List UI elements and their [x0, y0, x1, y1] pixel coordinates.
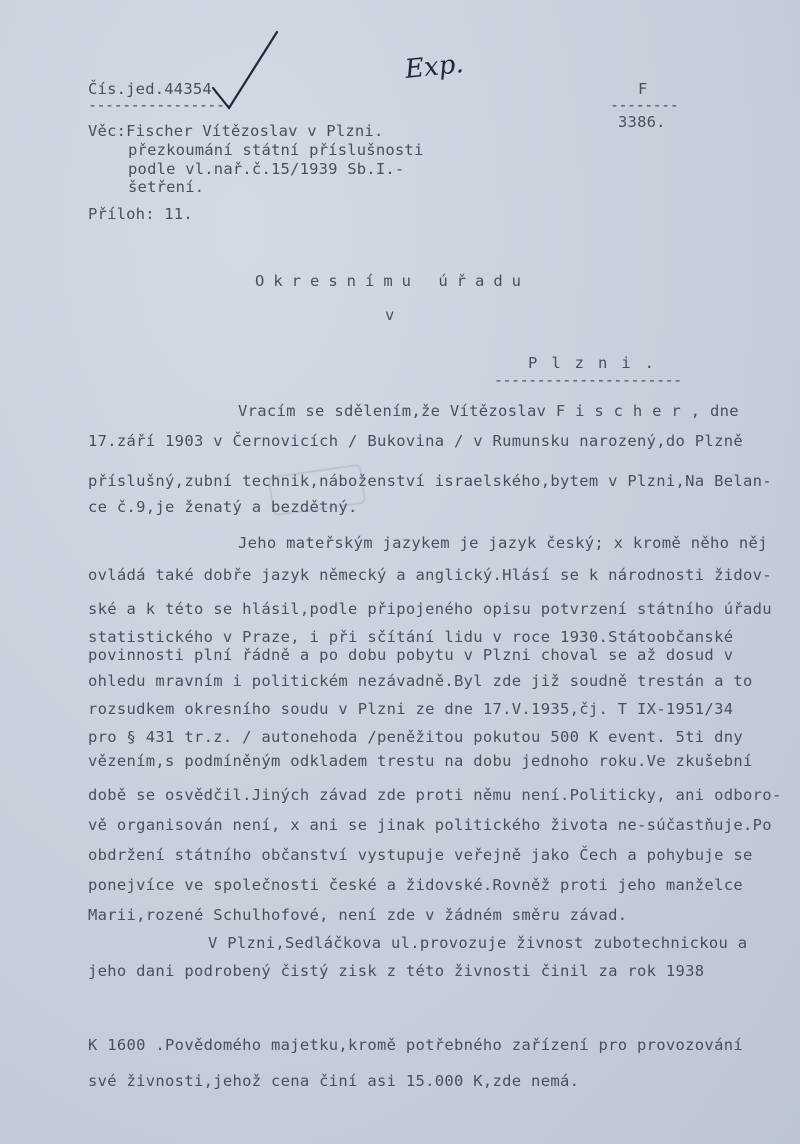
body-line-20: jeho dani podrobený čistý zisk z této živnosti činil za rok 1938 — [88, 962, 705, 980]
body-line-19: V Plzni,Sedláčkova ul.provozuje živnost zubotechnickou a — [208, 934, 748, 952]
body-line-22: své živnosti,jehož cena činí asi 15.000 K,zde nemá. — [88, 1072, 580, 1090]
body-line-12: pro § 431 tr.z. / autonehoda /peněžitou pokutou 500 K event. 5ti dny — [88, 728, 743, 746]
addressee-city: Plzni. — [528, 354, 668, 372]
body-line-9: povinnosti plní řádně a po dobu pobytu v Plzni choval se až dosud v — [88, 646, 734, 664]
attachments-count: Příloh: 11. — [88, 205, 193, 223]
subject-line-2: přezkoumání státní příslušnosti — [128, 141, 424, 159]
body-line-14: době se osvědčil.Jiných závad zde proti němu není.Politicky, ani odboro- — [88, 786, 782, 804]
addressee-office: Okresnímu úřadu — [255, 272, 530, 290]
handwritten-exp-mark: Exp. — [403, 49, 465, 85]
subject-line-1: Věc:Fischer Vítězoslav v Plzni. — [88, 122, 384, 140]
body-line-3: příslušný,zubní technik,náboženství israelského,bytem v Plzni,Na Belan- — [88, 472, 772, 490]
file-number: 3386. — [618, 113, 666, 131]
body-line-2: 17.září 1903 v Černovicích / Bukovina / v Rumunsku narozený,do Plzně — [88, 432, 743, 450]
body-line-16: obdržení státního občanství vystupuje veřejně jako Čech a pohybuje se — [88, 846, 753, 864]
body-line-4: ce č.9,je ženatý a bezdětný. — [88, 498, 358, 516]
addressee-v: v — [385, 306, 395, 324]
body-line-8: statistického v Praze, i při sčítání lidu v roce 1930.Státoobčanské — [88, 628, 734, 646]
body-line-7: ské a k této se hlásil,podle připojeného opisu potvrzení státního úřadu — [88, 600, 772, 618]
body-line-15: vě organisován není, x ani se jinak politického života ne-súčastňuje.Po — [88, 816, 772, 834]
subject-line-3: podle vl.nař.č.15/1939 Sb.I.- — [128, 160, 405, 178]
f-underline: -------- — [610, 96, 679, 114]
body-line-18: Marii,rozené Schulhofové, není zde v žádném směru závad. — [88, 906, 628, 924]
addressee-underline: ---------------------- — [494, 371, 682, 389]
body-line-13: vězením,s podmíněným odkladem trestu na dobu jednoho roku.Ve zkušební — [88, 752, 753, 770]
check-mark-icon — [205, 28, 295, 118]
body-line-5: Jeho mateřským jazykem je jazyk český; x kromě něho něj — [238, 534, 768, 552]
body-line-6: ovládá také dobře jazyk německý a anglický.Hlásí se k národnosti židov- — [88, 566, 772, 584]
body-line-21: K 1600 .Povědomého majetku,kromě potřebného zařízení pro provozování — [88, 1036, 743, 1054]
body-line-1: Vracím se sdělením,že Vítězoslav F i s c h e r , dne — [238, 402, 739, 420]
body-line-17: ponejvíce ve společnosti české a židovské.Rovněž proti jeho manželce — [88, 876, 743, 894]
subject-line-4: šetření. — [128, 178, 205, 196]
reference-underline: ----------------- — [88, 96, 234, 114]
letter-f: F — [638, 80, 648, 98]
body-line-10: ohledu mravním i politickém nezávadně.Byl zde již soudně trestán a to — [88, 672, 753, 690]
body-line-11: rozsudkem okresního soudu v Plzni ze dne 17.V.1935,čj. T IX-1951/34 — [88, 700, 734, 718]
reference-number: Čís.jed.44354. — [88, 80, 222, 98]
